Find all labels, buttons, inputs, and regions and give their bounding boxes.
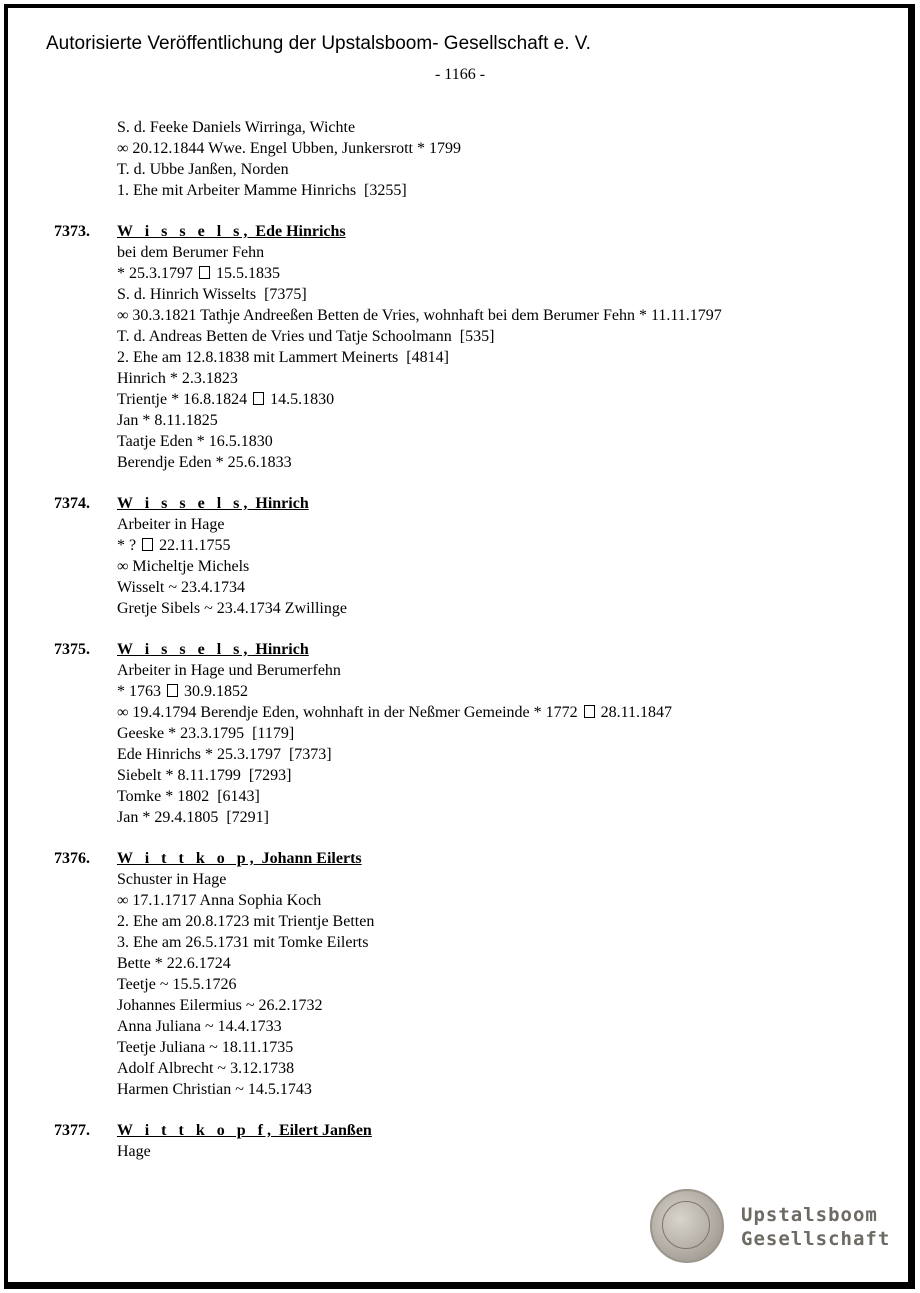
- text-line: T. d. Andreas Betten de Vries und Tatje Schoolmann [535]: [117, 328, 495, 345]
- text-line: 3. Ehe am 26.5.1731 mit Tomke Eilerts: [117, 934, 369, 951]
- text-line: Anna Juliana ~ 14.4.1733: [117, 1018, 282, 1035]
- entry-given-name: Eilert Janßen: [274, 1122, 372, 1139]
- death-symbol-icon: [142, 538, 153, 551]
- death-symbol-icon: [167, 684, 178, 697]
- text-line: Geeske * 23.3.1795 [1179]: [117, 725, 295, 742]
- text-line: Arbeiter in Hage und Berumerfehn: [117, 662, 341, 679]
- text-line: [0, 263, 920, 284]
- text-segment: Trientje * 16.8.1824: [117, 391, 252, 408]
- entry-number: 7373.: [54, 223, 90, 240]
- text-segment: * 1763: [117, 683, 165, 700]
- text-segment: 14.5.1830: [266, 391, 335, 408]
- text-line: T. d. Ubbe Janßen, Norden: [117, 161, 289, 178]
- text-line: bei dem Berumer Fehn: [117, 244, 265, 261]
- text-line: Hinrich * 2.3.1823: [117, 370, 238, 387]
- entry-number: 7374.: [54, 495, 90, 512]
- entry-name: [0, 639, 920, 660]
- text-line: Jan * 8.11.1825: [117, 412, 218, 429]
- text-line: 2. Ehe am 20.8.1723 mit Trientje Betten: [117, 913, 375, 930]
- death-symbol-icon: [199, 266, 210, 279]
- text-line: Tomke * 1802 [6143]: [117, 788, 260, 805]
- text-line: Berendje Eden * 25.6.1833: [117, 454, 292, 471]
- logo-text: [741, 1203, 890, 1251]
- text-segment: * ?: [117, 537, 141, 554]
- text-line: [0, 535, 920, 556]
- text-line: 2. Ehe am 12.8.1838 mit Lammert Meinerts [4814]: [117, 349, 449, 366]
- entry-given-name: Hinrich: [251, 495, 309, 512]
- entry-surname: W i t t k o p,: [117, 850, 258, 867]
- seal-icon: [650, 1189, 724, 1263]
- entry-surname: W i s s e l s,: [117, 495, 252, 512]
- entry-number: 7377.: [54, 1122, 90, 1139]
- text-line: [0, 681, 920, 702]
- entry-number: 7376.: [54, 850, 90, 867]
- text-line: S. d. Feeke Daniels Wirringa, Wichte: [117, 119, 356, 136]
- entry-given-name: Hinrich: [251, 641, 309, 658]
- logo-line: Upstalsboom: [741, 1204, 878, 1226]
- text-line: S. d. Hinrich Wisselts [7375]: [117, 286, 307, 303]
- entry-name: [0, 848, 920, 869]
- text-line: Schuster in Hage: [117, 871, 227, 888]
- text-line: Taatje Eden * 16.5.1830: [117, 433, 273, 450]
- text-line: Jan * 29.4.1805 [7291]: [117, 809, 269, 826]
- text-line: Adolf Albrecht ~ 3.12.1738: [117, 1060, 295, 1077]
- death-symbol-icon: [584, 705, 595, 718]
- entry-name: [0, 493, 920, 514]
- entry-surname: W i s s e l s,: [117, 641, 252, 658]
- text-segment: 28.11.1847: [596, 704, 673, 721]
- text-line: ∞ Micheltje Michels: [117, 558, 250, 575]
- text-line: Harmen Christian ~ 14.5.1743: [117, 1081, 312, 1098]
- text-segment: 15.5.1835: [212, 265, 280, 282]
- text-line: [0, 389, 920, 410]
- text-line: ∞ 17.1.1717 Anna Sophia Koch: [117, 892, 322, 909]
- text-line: Hage: [117, 1143, 151, 1160]
- text-line: Ede Hinrichs * 25.3.1797 [7373]: [117, 746, 332, 763]
- genealogy-entry: [0, 848, 920, 1100]
- entry-number: 7375.: [54, 641, 90, 658]
- text-line: ∞ 30.3.1821 Tathje Andreeßen Betten de Vries, wohnhaft bei dem Berumer Fehn * 11.11.1797: [117, 307, 722, 324]
- text-line: Gretje Sibels ~ 23.4.1734 Zwillinge: [117, 600, 347, 617]
- text-segment: 22.11.1755: [155, 537, 231, 554]
- text-line: Wisselt ~ 23.4.1734: [117, 579, 246, 596]
- text-line: ∞ 20.12.1844 Wwe. Engel Ubben, Junkersrott * 1799: [117, 140, 461, 157]
- entry-given-name: Ede Hinrichs: [251, 223, 346, 240]
- genealogy-entry: [0, 639, 920, 828]
- society-logo: [650, 1189, 895, 1264]
- text-line: Bette * 22.6.1724: [117, 955, 231, 972]
- document-body: [0, 117, 920, 1162]
- text-segment: 30.9.1852: [180, 683, 248, 700]
- document-header: Autorisierte Veröffentlichung der Upstalsboom- Gesellschaft e. V.: [46, 33, 591, 54]
- text-line: Teetje Juliana ~ 18.11.1735: [117, 1039, 294, 1056]
- death-symbol-icon: [253, 392, 264, 405]
- text-line: Siebelt * 8.11.1799 [7293]: [117, 767, 292, 784]
- continuation-block: [0, 117, 920, 201]
- entry-surname: W i t t k o p f,: [117, 1122, 275, 1139]
- genealogy-entry: [0, 493, 920, 619]
- genealogy-entry: [0, 221, 920, 473]
- text-line: Teetje ~ 15.5.1726: [117, 976, 237, 993]
- text-line: [0, 702, 920, 723]
- page-number: - 1166 -: [434, 66, 486, 83]
- text-segment: * 25.3.1797: [117, 265, 197, 282]
- entry-name: [0, 1120, 920, 1141]
- genealogy-entry: [0, 1120, 920, 1162]
- text-line: Arbeiter in Hage: [117, 516, 225, 533]
- entry-name: [0, 221, 920, 242]
- text-line: Johannes Eilermius ~ 26.2.1732: [117, 997, 323, 1014]
- text-segment: ∞ 19.4.1794 Berendje Eden, wohnhaft in der Neßmer Gemeinde * 1772: [117, 704, 582, 721]
- entry-surname: W i s s e l s,: [117, 223, 252, 240]
- logo-line: Gesellschaft: [741, 1228, 891, 1250]
- text-line: 1. Ehe mit Arbeiter Mamme Hinrichs [3255]: [117, 182, 407, 199]
- entry-given-name: Johann Eilerts: [257, 850, 362, 867]
